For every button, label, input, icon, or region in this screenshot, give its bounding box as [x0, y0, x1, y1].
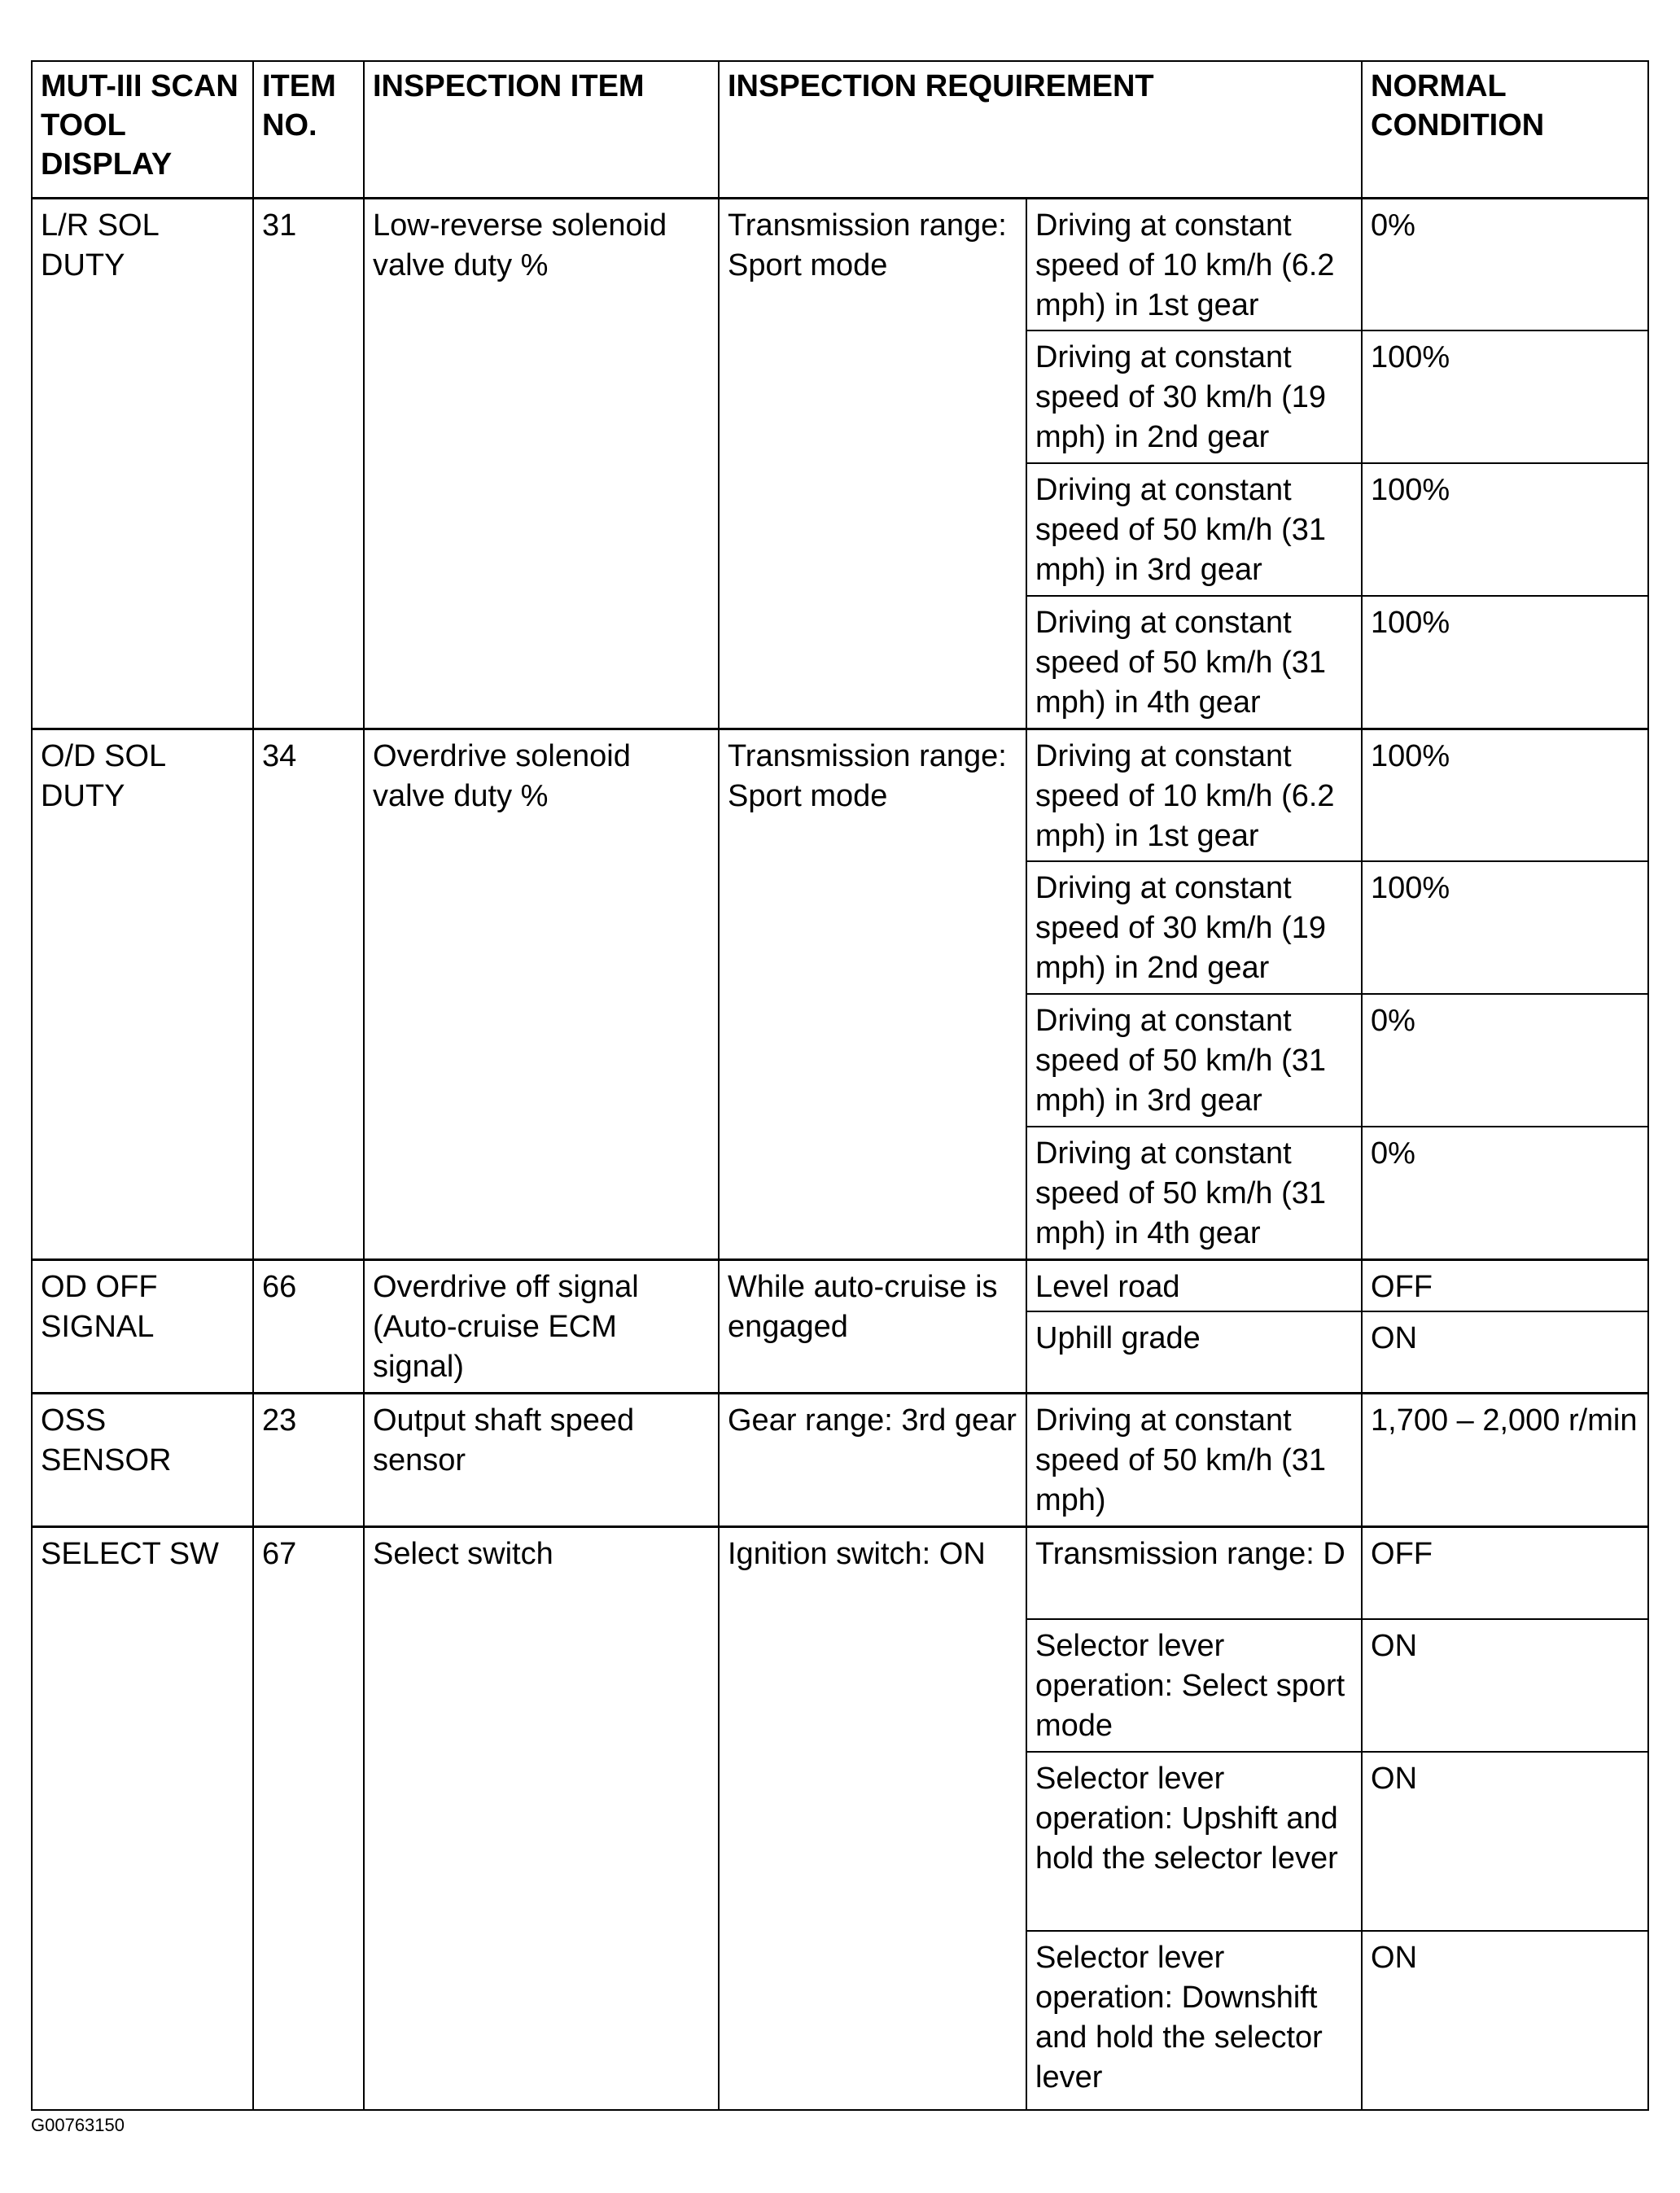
scan-tool-display-cell: OSS SENSOR: [32, 1393, 253, 1526]
table-body: [32, 198, 1648, 2110]
normal-condition-cell: OFF: [1362, 1526, 1648, 1619]
condition-cell: Driving at constant speed of 30 km/h (19 mph) in 2nd gear: [1026, 861, 1362, 994]
normal-condition-cell: 100%: [1362, 861, 1648, 994]
item-no-cell: 31: [253, 198, 364, 729]
header-normal-condition: NORMAL CONDITION: [1362, 61, 1648, 198]
header-inspection-item: INSPECTION ITEM: [364, 61, 719, 198]
table-row: [32, 198, 1648, 330]
header-item-no: ITEM NO.: [253, 61, 364, 198]
normal-condition-cell: 0%: [1362, 1127, 1648, 1259]
normal-condition-cell: ON: [1362, 1619, 1648, 1752]
figure-reference: G00763150: [31, 2115, 125, 2135]
table-row: [32, 1393, 1648, 1526]
condition-cell: Selector lever operation: Select sport mode: [1026, 1619, 1362, 1752]
normal-condition-cell: ON: [1362, 1311, 1648, 1393]
condition-cell: Selector lever operation: Upshift and hold the selector lever: [1026, 1752, 1362, 1931]
inspection-requirement-cell: Transmission range: Sport mode: [719, 729, 1026, 1259]
inspection-table: [31, 60, 1649, 2111]
table-row: [32, 729, 1648, 861]
inspection-item-cell: Output shaft speed sensor: [364, 1393, 719, 1526]
condition-cell: Transmission range: D: [1026, 1526, 1362, 1619]
header-row: [32, 61, 1648, 198]
normal-condition-cell: ON: [1362, 1752, 1648, 1931]
condition-cell: Driving at constant speed of 50 km/h (31 mph) in 3rd gear: [1026, 994, 1362, 1127]
condition-cell: Driving at constant speed of 50 km/h (31 mph) in 4th gear: [1026, 596, 1362, 729]
item-no-cell: 67: [253, 1526, 364, 2110]
condition-cell: Driving at constant speed of 10 km/h (6.2 mph) in 1st gear: [1026, 729, 1362, 861]
normal-condition-cell: ON: [1362, 1931, 1648, 2110]
item-no-cell: 23: [253, 1393, 364, 1526]
item-no-cell: 66: [253, 1259, 364, 1393]
inspection-requirement-cell: Transmission range: Sport mode: [719, 198, 1026, 729]
normal-condition-cell: 100%: [1362, 729, 1648, 861]
condition-cell: Driving at constant speed of 50 km/h (31 mph): [1026, 1393, 1362, 1526]
condition-cell: Driving at constant speed of 50 km/h (31 mph) in 3rd gear: [1026, 463, 1362, 596]
condition-cell: Level road: [1026, 1259, 1362, 1311]
inspection-requirement-cell: Gear range: 3rd gear: [719, 1393, 1026, 1526]
condition-cell: Uphill grade: [1026, 1311, 1362, 1393]
scan-tool-display-cell: OD OFF SIGNAL: [32, 1259, 253, 1393]
inspection-item-cell: Overdrive off signal (Auto-cruise ECM signal): [364, 1259, 719, 1393]
inspection-item-cell: Low-reverse solenoid valve duty %: [364, 198, 719, 729]
header-inspection-requirement: INSPECTION REQUIREMENT: [719, 61, 1362, 198]
normal-condition-cell: OFF: [1362, 1259, 1648, 1311]
normal-condition-cell: 1,700 – 2,000 r/min: [1362, 1393, 1648, 1526]
inspection-requirement-cell: While auto-cruise is engaged: [719, 1259, 1026, 1393]
item-no-cell: 34: [253, 729, 364, 1259]
normal-condition-cell: 100%: [1362, 463, 1648, 596]
normal-condition-cell: 0%: [1362, 994, 1648, 1127]
scan-tool-display-cell: SELECT SW: [32, 1526, 253, 2110]
header-display: MUT-III SCAN TOOL DISPLAY: [32, 61, 253, 198]
condition-cell: Driving at constant speed of 30 km/h (19 mph) in 2nd gear: [1026, 330, 1362, 463]
normal-condition-cell: 0%: [1362, 198, 1648, 330]
inspection-item-cell: Select switch: [364, 1526, 719, 2110]
scan-tool-display-cell: L/R SOL DUTY: [32, 198, 253, 729]
condition-cell: Selector lever operation: Downshift and hold the selector lever: [1026, 1931, 1362, 2110]
inspection-item-cell: Overdrive solenoid valve duty %: [364, 729, 719, 1259]
normal-condition-cell: 100%: [1362, 330, 1648, 463]
inspection-requirement-cell: Ignition switch: ON: [719, 1526, 1026, 2110]
table-row: [32, 1526, 1648, 1619]
normal-condition-cell: 100%: [1362, 596, 1648, 729]
table-row: [32, 1259, 1648, 1311]
scan-tool-display-cell: O/D SOL DUTY: [32, 729, 253, 1259]
condition-cell: Driving at constant speed of 50 km/h (31 mph) in 4th gear: [1026, 1127, 1362, 1259]
condition-cell: Driving at constant speed of 10 km/h (6.2 mph) in 1st gear: [1026, 198, 1362, 330]
